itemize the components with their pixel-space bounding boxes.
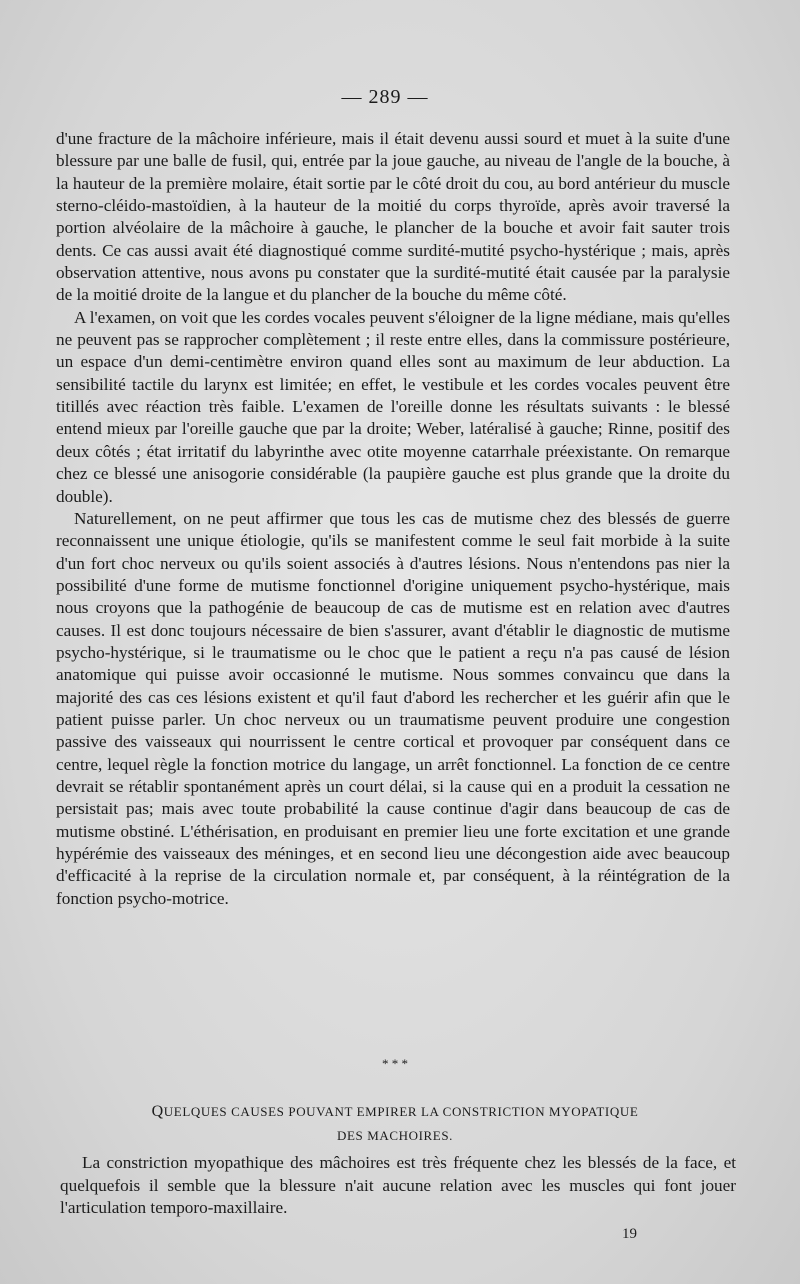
paragraph-2: A l'examen, on voit que les cordes vocales peuvent s'éloigner de la ligne médiane, mais qu'elles ne peuvent pas se rapprocher complètement ; il reste entre elles, dans la commissure postérieure, un espace d'un demi-centimètre environ quand elles sont au maximum de leur abduction. La sensibilité tactile du larynx est limitée; en effet, le vestibule et les cordes vocales peuvent être titillés avec réaction très faible. L'examen de l'oreille donne les résultats suivants : le blessé entend mieux par l'oreille gauche que par la droite; Weber, latéralisé à gauche; Rinne, positif des deux côtés ; état irritatif du labyrinthe avec otite moyenne catarrhale préexistante. On remarque chez ce blessé une anisogorie considérable (la paupière gauche est plus grande que la droite du double). <box>56 307 731 506</box>
section-paragraph: La constriction myopathique des mâchoires est très fréquente chez les blessés de la face, et quelquefois il semble que la blessure n'ait aucune relation avec les muscles qui font jouer l'articulation temporo-maxillaire. <box>60 1153 736 1217</box>
section-heading-line-1 <box>90 1100 700 1124</box>
section-heading-initial: Q <box>151 1103 164 1120</box>
paragraph-1: d'une fracture de la mâchoire inférieure, mais il était devenu aussi sourd et muet à la suite d'une blessure par une balle de fusil, qui, entrée par la joue gauche, au niveau de l'angle de la bouche, à la hauteur de la première molaire, était sortie par le côté droit du cou, au bord antérieur du muscle sterno-cléido-mastoïdien, à la hauteur de la moitié du corps thyroïde, après avoir traversé la portion alvéolaire de la mâchoire à gauche, le plancher de la bouche et avoir fait sauter trois dents. Ce cas aussi avait été diagnostiqué comme surdité-mutité psycho-hystérique ; mais, après observation attentive, nous avons pu constater que la surdité-mutité était causée par la paralysie de la moitié droite de la langue et du plancher de la bouche du même côté. <box>56 129 730 305</box>
signature-mark: 19 <box>622 1226 637 1242</box>
section-heading-line-2: DES MACHOIRES. <box>336 1128 454 1143</box>
body-text <box>56 128 730 910</box>
page-number: — 289 — <box>341 86 429 108</box>
section-heading <box>90 1100 700 1148</box>
section-heading-rest: UELQUES CAUSES POUVANT EMPIRER LA CONSTRICTION MYOPATIQUE <box>163 1104 639 1119</box>
paragraph-3: Naturellement, on ne peut affirmer que tous les cas de mutisme chez des blessés de guerre reconnaissent une unique étiologie, qu'ils se manifestent comme le seul fait morbide à la suite d'un fort choc nerveux ou qu'ils soient associés à d'autres lésions. Nous n'entendons pas nier la possibilité d'une forme de mutisme fonctionnel d'origine uniquement psycho-hystérique, mais nous croyons que la pathogénie de beaucoup de cas de mutisme est en relation avec d'autres causes. Il est donc toujours nécessaire de bien s'assurer, avant d'établir le diagnostic de mutisme psycho-hystérique, si le traumatisme ou le choc que le patient a reçu n'a pas causé de lésion anatomique qui puisse avoir occasionné le mutisme. Nous sommes convaincu que dans la majorité des cas ces lésions existent et qu'il faut d'abord les rechercher et les guérir afin que le patient puisse parler. Un choc nerveux ou un traumatisme peuvent produire une congestion passive des vaisseaux qui nourrissent le centre cortical et provoquer par conséquent dans ce centre, lequel règle la fonction motrice du langage, un arrêt fonctionnel. La fonction de ce centre devrait se rétablir spontanément après un court délai, si la cause qui en a produit la cessation ne persistait pas; mais avec toute probabilité la cause continue d'agir dans beaucoup de cas de mutisme obstiné. L'éthérisation, en produisant en premier lieu une forte excitation et une grande hypérémie des vaisseaux des méninges, et en second lieu une décongestion aide avec beaucoup d'efficacité à la reprise de la circulation normale et, par conséquent, à la réintégration de la fonction psycho-motrice. <box>56 508 730 908</box>
asterism-separator: * * * <box>382 1056 408 1071</box>
